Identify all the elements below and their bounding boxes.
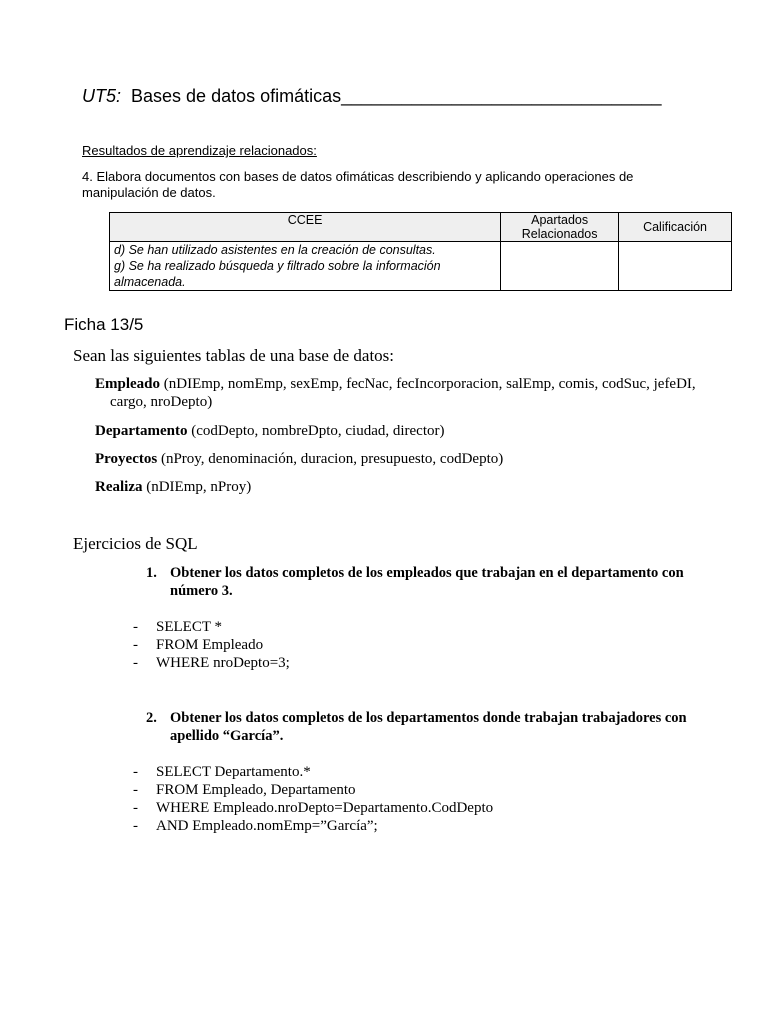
exercise-2-title [146, 709, 736, 745]
table-name: Proyectos [95, 451, 158, 467]
bullet-dash: - [133, 818, 138, 834]
bullet-dash: - [133, 619, 138, 635]
sql-text: WHERE nroDepto=3; [156, 655, 290, 671]
ccee-header-row [110, 213, 732, 242]
exercise-number: 2. [146, 710, 157, 726]
ficha-label: Ficha 13/5 [64, 315, 144, 334]
sql-text: SELECT * [156, 619, 222, 635]
table-fields: (nDIEmp, nomEmp, sexEmp, fecNac, fecIncorporacion, salEmp, comis, codSuc, jefeDI, [160, 376, 696, 392]
sql-text: SELECT Departamento.* [156, 764, 311, 780]
exercise-1-sql [133, 618, 290, 672]
table-name: Departamento [95, 423, 188, 439]
sql-line [133, 799, 493, 817]
results-heading: Resultados de aprendizaje relacionados: [82, 143, 317, 158]
table-name: Empleado [95, 376, 161, 392]
apartados-header-line1: Apartados [531, 213, 589, 227]
table-name: Realiza [95, 479, 143, 495]
table-fields: (codDepto, nombreDpto, ciudad, director) [187, 423, 445, 439]
table-def-departamento [95, 422, 735, 440]
results-text: 4. Elabora documentos con bases de datos ofimáticas describiendo y aplicando operaciones de manipulación de datos. [82, 169, 634, 200]
bullet-dash: - [133, 764, 138, 780]
unit-label: UT5: [82, 86, 122, 106]
sql-line [133, 817, 493, 835]
table-def-empleado [95, 375, 735, 411]
sql-text: WHERE Empleado.nroDepto=Departamento.CodDepto [156, 800, 494, 816]
exercise-title-continued: número 3. [170, 583, 233, 599]
exercise-2-sql [133, 763, 493, 835]
ccee-table [109, 212, 732, 291]
apartados-header-line2: Relacionados [521, 227, 598, 241]
calificacion-cell [619, 242, 732, 291]
criterion-g: g) Se ha realizado búsqueda y filtrado sobre la información almacenada. [114, 259, 441, 289]
exercise-1-title [146, 564, 736, 600]
exercises-heading: Ejercicios de SQL [73, 534, 198, 553]
sql-line [133, 781, 493, 799]
sql-line [133, 654, 290, 672]
apartados-cell [501, 242, 619, 291]
ccee-row [110, 242, 732, 291]
criterion-d: d) Se han utilizado asistentes en la creación de consultas. [114, 243, 436, 257]
bullet-dash: - [133, 637, 138, 653]
bullet-dash: - [133, 800, 138, 816]
exercise-title-text: Obtener los datos completos de los empleados que trabajan en el departamento con [170, 565, 684, 581]
bullet-dash: - [133, 782, 138, 798]
sql-line [133, 763, 493, 781]
title-underline: ________________________________ [341, 86, 662, 106]
calificacion-column-header: Calificación [619, 213, 732, 242]
exercise-title-continued: apellido “García”. [170, 728, 284, 744]
sql-text: AND Empleado.nomEmp=”García”; [156, 818, 378, 834]
sql-text: FROM Empleado [156, 637, 264, 653]
table-def-realiza [95, 478, 735, 496]
ccee-column-header: CCEE [110, 213, 501, 242]
intro-text: Sean las siguientes tablas de una base de datos: [73, 346, 395, 365]
table-def-proyectos [95, 450, 735, 468]
unit-name: Bases de datos ofimáticas [131, 86, 342, 106]
sql-line [133, 636, 290, 654]
table-fields: (nProy, denominación, duracion, presupuesto, codDepto) [157, 451, 504, 467]
apartados-column-header [501, 213, 619, 242]
sql-text: FROM Empleado, Departamento [156, 782, 356, 798]
bullet-dash: - [133, 655, 138, 671]
unit-title [82, 86, 661, 107]
table-fields-continued: cargo, nroDepto) [110, 394, 213, 410]
exercise-number: 1. [146, 565, 157, 581]
sql-line [133, 618, 290, 636]
exercise-title-text: Obtener los datos completos de los departamentos donde trabajan trabajadores con [170, 710, 687, 726]
criteria-cell [110, 242, 501, 291]
table-fields: (nDIEmp, nProy) [142, 479, 252, 495]
